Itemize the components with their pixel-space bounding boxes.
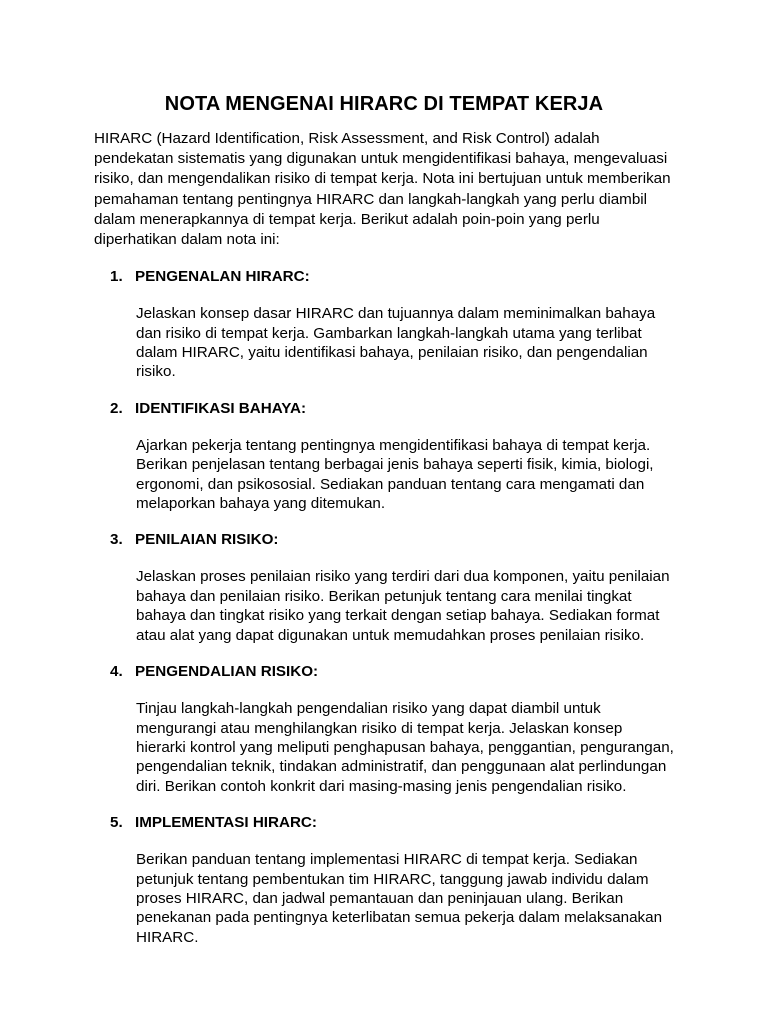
section-body: Jelaskan konsep dasar HIRARC dan tujuannya dalam meminimalkan bahaya dan risiko di tempat kerja. Gambarkan langkah-langkah utama yang terlibat dalam HIRARC, yaitu identifikasi bahaya, penilaian risiko, dan pengendalian risiko. xyxy=(136,305,656,381)
section-body: Ajarkan pekerja tentang pentingnya mengidentifikasi bahaya di tempat kerja. Berikan penjelasan tentang berbagai jenis bahaya seperti fisik, kimia, biologi, ergonomi, dan psikososial. Sediakan panduan tentang cara mengamati dan melaporkan bahaya yang ditemukan. xyxy=(136,436,654,513)
section-item xyxy=(94,267,674,382)
section-heading xyxy=(94,662,674,682)
section-item xyxy=(94,662,674,796)
section-number: 4. xyxy=(110,663,123,681)
section-heading xyxy=(94,267,674,287)
section-heading xyxy=(94,399,674,419)
section-number: 3. xyxy=(110,531,123,549)
section-number: 5. xyxy=(110,814,123,832)
section-item xyxy=(94,530,674,645)
section-body: Tinjau langkah-langkah pengendalian risiko yang dapat diambil untuk mengurangi atau menghilangkan risiko di tempat kerja. Jelaskan konsep hierarki kontrol yang meliputi penghapusan bahaya, penggantian, pengurangan, pengendalian teknik, tindakan administratif, dan penggunaan alat perlindungan diri. Berikan contoh konkrit dari masing-masing jenis pengendalian risiko. xyxy=(136,700,674,795)
document-title: NOTA MENGENAI HIRARC DI TEMPAT KERJA xyxy=(164,93,604,115)
section-heading-label: IDENTIFIKASI BAHAYA: xyxy=(135,399,307,417)
section-heading-label: PENGENALAN HIRARC: xyxy=(135,268,310,286)
section-number: 1. xyxy=(110,268,123,286)
section-list xyxy=(94,267,674,947)
section-item xyxy=(94,813,674,947)
section-heading xyxy=(94,813,674,833)
section-item xyxy=(94,399,674,514)
section-heading-label: PENGENDALIAN RISIKO: xyxy=(135,663,319,681)
section-heading-label: IMPLEMENTASI HIRARC: xyxy=(135,814,317,832)
section-heading xyxy=(94,530,674,550)
intro-paragraph: HIRARC (Hazard Identification, Risk Assessment, and Risk Control) adalah pendekatan sistematis yang digunakan untuk mengidentifikasi bahaya, mengevaluasi risiko, dan mengendalikan risiko di tempat kerja. Nota ini bertujuan untuk memberikan pemahaman tentang pentingnya HIRARC dan langkah-langkah yang perlu diambil dalam menerapkannya di tempat kerja. Berikut adalah poin-poin yang perlu diperhatikan dalam nota ini: xyxy=(94,130,671,249)
section-heading-label: PENILAIAN RISIKO: xyxy=(135,531,279,549)
section-number: 2. xyxy=(110,399,123,417)
section-body: Jelaskan proses penilaian risiko yang terdiri dari dua komponen, yaitu penilaian bahaya dan penilaian risiko. Berikan petunjuk tentang cara menilai tingkat bahaya dan tingkat risiko yang terkait dengan setiap bahaya. Sediakan format atau alat yang dapat digunakan untuk memudahkan proses penilaian risiko. xyxy=(136,568,670,644)
section-body: Berikan panduan tentang implementasi HIRARC di tempat kerja. Sediakan petunjuk tentang pembentukan tim HIRARC, tanggung jawab individu dalam proses HIRARC, dan jadwal pemantauan dan peninjauan ulang. Berikan penekanan pada pentingnya keterlibatan semua pekerja dalam melaksanakan HIRARC. xyxy=(136,851,663,946)
